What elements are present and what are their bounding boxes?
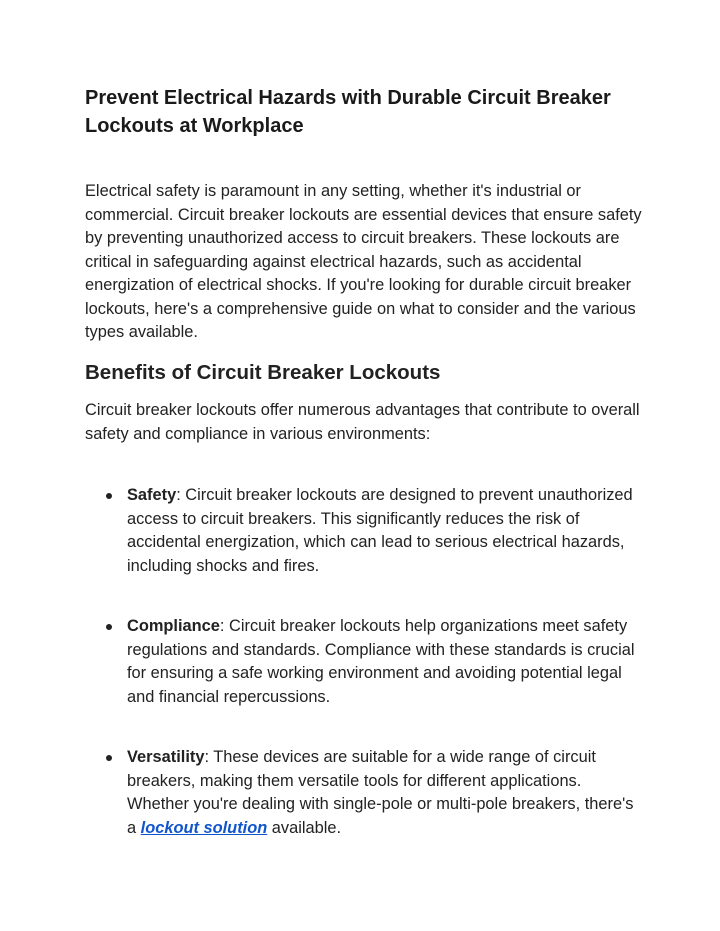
section-lead-paragraph: Circuit breaker lockouts offer numerous advantages that contribute to overall safety and compliance in various environments:	[85, 401, 640, 443]
page-title: Prevent Electrical Hazards with Durable Circuit Breaker Lockouts at Workplace	[85, 87, 611, 137]
list-item-term: Versatility	[127, 748, 205, 766]
bullet-dot-icon	[106, 493, 112, 499]
list-item-term: Compliance	[127, 617, 220, 635]
bullet-dot-icon	[106, 624, 112, 630]
lockout-solution-link[interactable]: lockout solution	[140, 818, 268, 837]
bullet-dot-icon	[106, 755, 112, 761]
list-item-body-end: available.	[267, 818, 342, 837]
list-item-term: Safety	[127, 486, 177, 504]
list-item-body: : Circuit breaker lockouts help organizations meet safety regulations and standards. Compliance with these standards is crucial for ensuring a safe working environment and avoiding potential legal and financial repercussions.	[127, 617, 635, 706]
list-item-body: : Circuit breaker lockouts are designed to prevent unauthorized access to circuit breakers. This significantly reduces the risk of accidental energization, which can lead to serious electrical hazards, including shocks and fires.	[127, 486, 633, 575]
list-item-text	[127, 615, 647, 709]
intro-paragraph: Electrical safety is paramount in any setting, whether it's industrial or commercial. Circuit breaker lockouts are essential devices that ensure safety by preventing unauthorized access to circuit breakers. These lockouts are critical in safeguarding against electrical hazards, such as accidental energization of electrical shocks. If you're looking for durable circuit breaker lockouts, here's a comprehensive guide on what to consider and the various types available.	[85, 182, 642, 341]
list-item-body: : These devices are suitable for a wide range of circuit breakers, making them versatile tools for different applications. Whether you're dealing with single-pole or multi-pole breakers, there's a	[127, 748, 634, 837]
section-heading: Benefits of Circuit Breaker Lockouts	[85, 361, 441, 384]
list-item-text	[127, 746, 647, 840]
list-item-text	[127, 484, 647, 578]
